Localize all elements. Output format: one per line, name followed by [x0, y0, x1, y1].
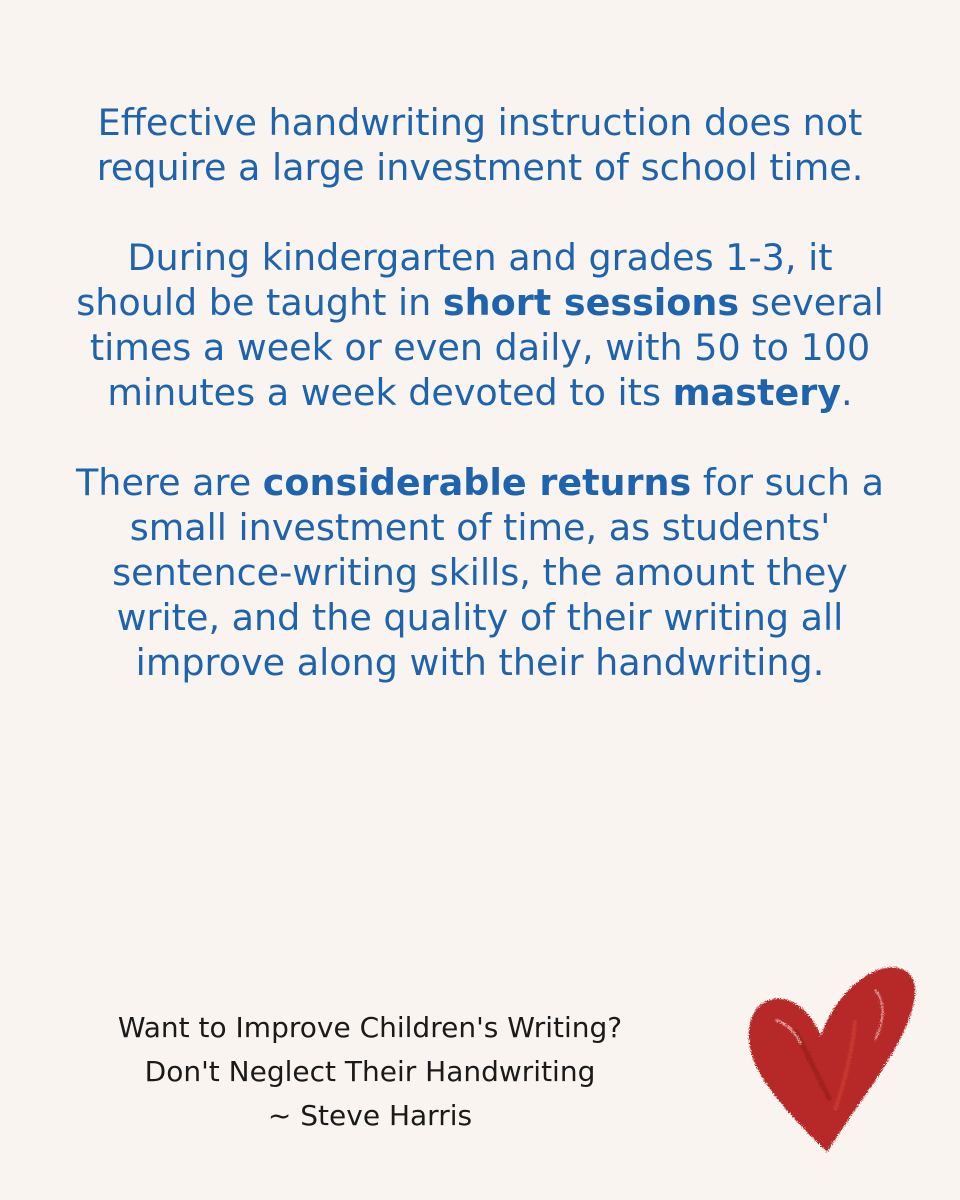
text-segment: sentence-writing skills, the amount they — [112, 551, 848, 594]
text-segment: . — [841, 371, 853, 414]
text-line — [20, 370, 940, 415]
paragraph-3 — [20, 460, 940, 685]
text-line — [20, 100, 940, 145]
text-segment: write, and the quality of their writing all — [116, 596, 844, 639]
text-line — [20, 595, 940, 640]
text-line — [20, 640, 940, 685]
text-segment: minutes a week devoted to its — [107, 371, 673, 414]
heart-icon — [735, 960, 925, 1160]
text-segment: several — [739, 281, 884, 324]
citation-title-line-2: Don't Neglect Their Handwriting — [144, 1055, 596, 1088]
text-segment: small investment of time, as students' — [129, 506, 831, 549]
citation-title-line-1: Want to Improve Children's Writing? — [117, 1011, 623, 1044]
emphasis-text: short sessions — [442, 281, 740, 324]
text-line — [20, 145, 940, 190]
text-line — [20, 280, 940, 325]
paragraph-1 — [20, 100, 940, 190]
main-text — [20, 100, 940, 685]
emphasis-text: mastery — [672, 371, 841, 414]
citation — [30, 1006, 710, 1138]
paragraph-2 — [20, 235, 940, 415]
text-segment: for such a — [691, 461, 884, 504]
text-line — [20, 505, 940, 550]
text-line — [20, 235, 940, 280]
citation-author: ~ Steve Harris — [267, 1099, 473, 1132]
text-segment: should be taught in — [76, 281, 443, 324]
emphasis-text: considerable returns — [262, 461, 692, 504]
text-segment: times a week or even daily, with 50 to 100 — [89, 326, 871, 369]
text-segment: improve along with their handwriting. — [135, 641, 825, 684]
text-line — [20, 325, 940, 370]
text-segment: require a large investment of school time. — [96, 146, 864, 189]
text-line — [20, 550, 940, 595]
text-segment: During kindergarten and grades 1-3, it — [127, 236, 833, 279]
text-segment: There are — [76, 461, 263, 504]
text-segment: Effective handwriting instruction does not — [97, 101, 863, 144]
text-line — [20, 460, 940, 505]
